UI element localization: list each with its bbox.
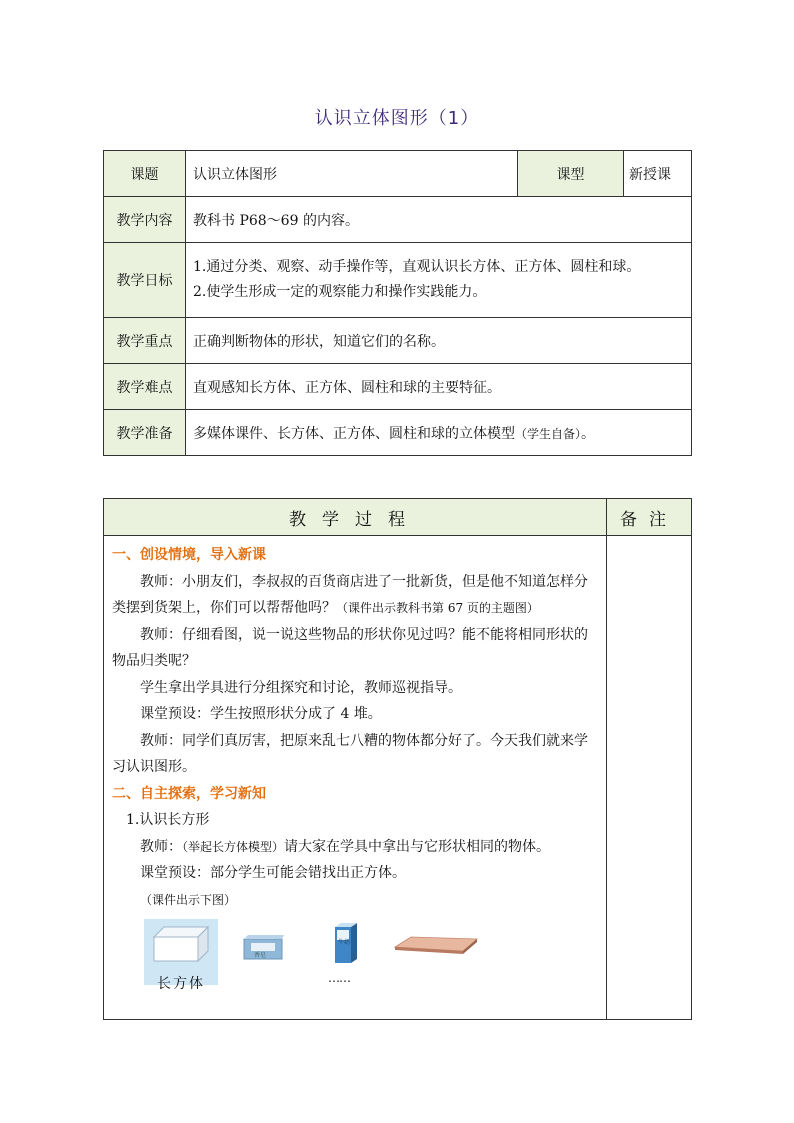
para-text: 教师：: [140, 838, 182, 855]
soap-box-image: [243, 934, 285, 970]
prep-text: 多媒体课件、长方体、正方体、圆柱和球的立体模型: [193, 425, 515, 442]
prep-note: （学生自备）: [515, 426, 582, 441]
para-text: 教师：小朋友们，李叔叔的百货商店进了一批新货，但是他不知道怎样分类摆到货架上，你们可以帮帮他吗？: [112, 573, 588, 616]
notes-header: 备注: [607, 499, 692, 536]
label-preparation: 教学准备: [104, 410, 186, 456]
table-row: [104, 364, 692, 410]
section-heading-1: 一、创设情境，导入新课: [112, 547, 266, 563]
value-difficulty: 直观感知长方体、正方体、圆柱和球的主要特征。: [186, 364, 692, 410]
paragraph: （课件出示下图）: [140, 892, 237, 907]
paragraph: 学生拿出学具进行分组探究和讨论，教师巡视指导。: [140, 679, 462, 696]
label-difficulty: 教学难点: [104, 364, 186, 410]
table-row: [104, 197, 692, 243]
value-topic: 认识立体图形: [186, 151, 518, 197]
table-row: [104, 499, 692, 536]
ellipsis: ……: [328, 971, 350, 985]
notes-cell: [607, 536, 692, 1020]
prep-end: 。: [581, 425, 596, 442]
table-row: [104, 151, 692, 197]
process-body: [104, 536, 607, 1020]
table-row: [104, 410, 692, 456]
label-content: 教学内容: [104, 197, 186, 243]
paragraph: [112, 834, 598, 861]
paragraph: [112, 569, 598, 622]
board-icon: [393, 933, 479, 957]
lesson-info-table: [103, 150, 692, 456]
board-image: [393, 933, 479, 967]
process-header: 教学过程: [104, 499, 607, 536]
subheading: 1.认识长方形: [126, 812, 210, 828]
table-row: [104, 536, 692, 1020]
paragraph: 课堂预设：部分学生可能会错找出正方体。: [140, 865, 406, 881]
table-row: [104, 318, 692, 364]
para-text: 请大家在学具中拿出与它形状相同的物体。: [284, 838, 551, 855]
value-lesson-type: 新授课: [624, 151, 692, 197]
para-note: （课件出示教科书第 67 页的主题图）: [336, 601, 539, 615]
process-table: [103, 498, 692, 1020]
page-title: 认识立体图形（1）: [314, 108, 480, 129]
para-note: （举起长方体模型）: [182, 839, 285, 854]
cuboid-label: 长方体: [157, 975, 205, 992]
value-goals: [186, 243, 692, 318]
label-goals: 教学日标: [104, 243, 186, 318]
cuboid-image: [144, 919, 218, 992]
label-topic: 课题: [104, 151, 186, 197]
soap-box-text: 香皂: [254, 952, 267, 959]
shape-images: [112, 919, 598, 992]
paragraph: 教师：仔细看图，说一说这些物品的形状你见过吗？能不能将相同形状的物品归类呢？: [112, 626, 588, 669]
value-key-point: 正确判断物体的形状，知道它们的名称。: [186, 318, 692, 364]
paragraph: 课堂预设：学生按照形状分成了 4 堆。: [140, 706, 382, 722]
value-preparation: [186, 410, 692, 456]
milk-carton-image: [328, 919, 360, 985]
goal-line: 1.通过分类、观察、动手操作等，直观认识长方体、正方体、圆柱和球。: [193, 259, 641, 275]
goal-line: 2.使学生形成一定的观察能力和操作实践能力。: [193, 284, 487, 300]
milk-carton-text: 牛奶: [338, 939, 351, 946]
label-lesson-type: 课型: [518, 151, 624, 197]
cuboid-icon: [144, 919, 218, 965]
section-heading-2: 二、自主探索，学习新知: [112, 785, 266, 802]
paragraph: 教师：同学们真厉害，把原来乱七八糟的物体都分好了。今天我们就来学习认识图形。: [112, 732, 588, 775]
label-key-point: 教学重点: [104, 318, 186, 364]
table-row: [104, 243, 692, 318]
value-content: 教科书 P68～69 的内容。: [186, 197, 692, 243]
